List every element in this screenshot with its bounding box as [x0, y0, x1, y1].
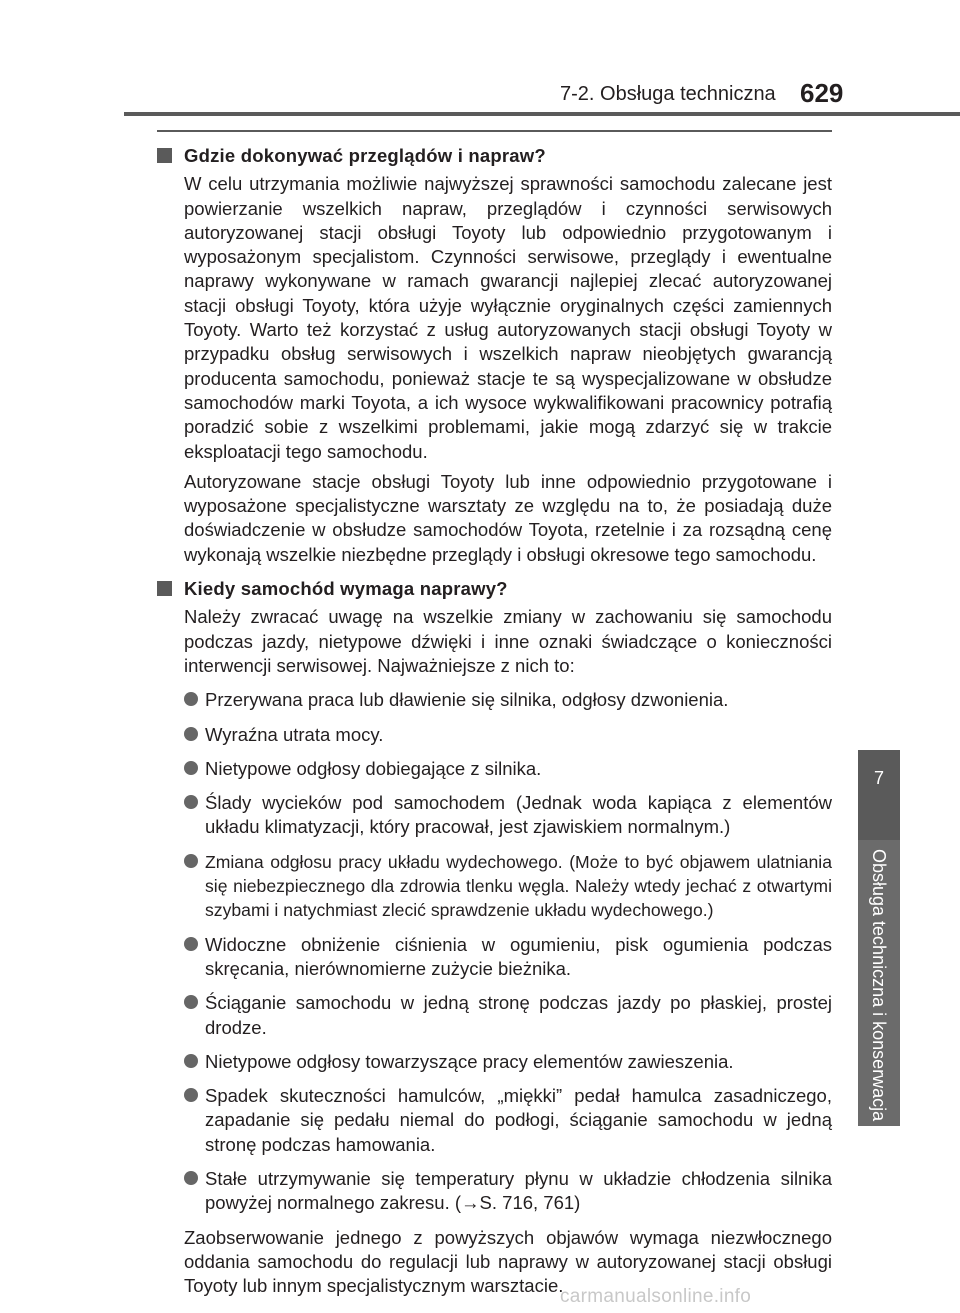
- round-bullet-icon: [184, 692, 198, 706]
- list-item: [157, 850, 832, 923]
- square-bullet-icon: [157, 581, 172, 596]
- list-item-text: Ślady wycieków pod samochodem (Jednak woda kapiąca z elementów układu klimatyzacji, który pracował, jest zjawiskiem normalnym.): [205, 792, 832, 838]
- round-bullet-icon: [184, 761, 198, 775]
- list-item: [157, 1084, 832, 1157]
- running-header-section: 7-2. Obsługa techniczna: [560, 83, 776, 105]
- page-content: [157, 144, 832, 1298]
- list-item-text: Przerywana praca lub dławienie się silnika, odgłosy dzwonienia.: [205, 689, 729, 711]
- section-heading-when: [157, 577, 832, 601]
- watermark-logo: carmanualsonline.info: [560, 1286, 752, 1307]
- heading-text: Kiedy samochód wymaga naprawy?: [184, 578, 508, 600]
- round-bullet-icon: [184, 1088, 198, 1102]
- chapter-tab-number-block: [858, 750, 900, 840]
- header-rule: [124, 112, 960, 116]
- symptom-list: [157, 688, 832, 1215]
- list-item-text: Spadek skuteczności hamulców, „miękki” pedał hamulca zasadniczego, zapadanie się pedału niemal do podłogi, ściąganie samochodu w jedną stronę podczas hamowania.: [205, 1085, 832, 1155]
- list-item: [157, 933, 832, 982]
- list-item: [157, 991, 832, 1040]
- square-bullet-icon: [157, 148, 172, 163]
- round-bullet-icon: [184, 937, 198, 951]
- list-item-text: Nietypowe odgłosy dobiegające z silnika.: [205, 757, 542, 779]
- round-bullet-icon: [184, 727, 198, 741]
- round-bullet-icon: [184, 995, 198, 1009]
- round-bullet-icon: [184, 795, 198, 809]
- chapter-number: 7: [873, 768, 884, 788]
- list-item-text: Nietypowe odgłosy towarzyszące pracy elementów zawieszenia.: [205, 1050, 734, 1072]
- list-item: [157, 688, 832, 712]
- paragraph: W celu utrzymania możliwie najwyższej sprawności samochodu zalecane jest powierzanie wszelkich napraw, przeglądów i czynności serwisowych autoryzowanej stacji obsługi Toyoty lub odpowiednio przygotowanym i wyposażonym specjalistom. Czynności serwisowe, przeglądy i ewentualne naprawy wykonywane w ramach gwarancji najlepiej zlecać autoryzowanej stacji obsługi Toyoty, która użyje wyłącznie oryginalnych części zamiennych Toyoty. Warto też korzystać z usług autoryzowanych stacji obsługi Toyoty w przypadku obsług serwisowych i wszelkich napraw nieobjętych gwarancją producenta samochodu, ponieważ stacje te są wyspecjalizowane w obsłudze samochodów marki Toyota, a ich wysoce wykwalifikowani pracownicy potrafią poradzić sobie z wszelkimi problemami, jakie mogą zdarzyć się w trakcie eksploatacji tego samochodu.: [184, 173, 832, 462]
- chapter-label: Obsługa techniczna i konserwacja: [869, 848, 889, 1122]
- section-divider: [157, 130, 832, 132]
- paragraph: Autoryzowane stacje obsługi Toyoty lub inne odpowiednio przygotowane i wyposażone specjalistyczne warsztaty ze względu na to, że posiadają duże doświadczenie w obsłudze samochodów Toyota, rzetelnie i za rozsądną cenę wykonają wszelkie niezbędne przeglądy i obsługi okresowe tego samochodu.: [184, 470, 832, 565]
- heading-text: Gdzie dokonywać przeglądów i napraw?: [184, 145, 546, 166]
- section-heading-where: [157, 144, 832, 168]
- list-item-text: Zmiana odgłosu pracy układu wydechowego. (Może to być objawem ulatniania się niebezpiecznego dla zdrowia tlenku węgla. Należy wtedy jechać z otwartymi szybami i natychmiast zlecić sprawdzenie układu wydechowego.): [205, 851, 832, 921]
- paragraph-intro: Należy zwracać uwagę na wszelkie zmiany w zachowaniu się samochodu podczas jazdy, nietypowe dźwięki i inne oznaki świadczące o konieczności interwencji serwisowej. Najważniejsze z nich to:: [184, 606, 832, 676]
- list-item: [157, 791, 832, 840]
- round-bullet-icon: [184, 1054, 198, 1068]
- list-item-text: Wyraźna utrata mocy.: [205, 723, 384, 745]
- list-item: [157, 723, 832, 747]
- list-item: [157, 1050, 832, 1074]
- list-item: [157, 1167, 832, 1216]
- list-item-text: Widoczne obniżenie ciśnienia w ogumieniu, pisk ogumienia podczas skręcania, nierównomierne zużycie bieżnika.: [205, 933, 832, 979]
- list-item-text: Ściąganie samochodu w jedną stronę podczas jazdy po płaskiej, prostej drodze.: [205, 992, 832, 1038]
- list-item-text: Stałe utrzymywanie się temperatury płynu w układzie chłodzenia silnika powyżej normalnego zakresu. (→S. 716, 761): [205, 1167, 832, 1214]
- paragraph-closing: Zaobserwowanie jednego z powyższych objawów wymaga niezwłocznego oddania samochodu do regulacji lub naprawy w autoryzowanej stacji obsługi Toyoty lub innym specjalistycznym warsztacie.: [184, 1226, 832, 1297]
- list-item: [157, 757, 832, 781]
- round-bullet-icon: [184, 1171, 198, 1185]
- round-bullet-icon: [184, 854, 198, 868]
- page-number: 629: [800, 78, 844, 108]
